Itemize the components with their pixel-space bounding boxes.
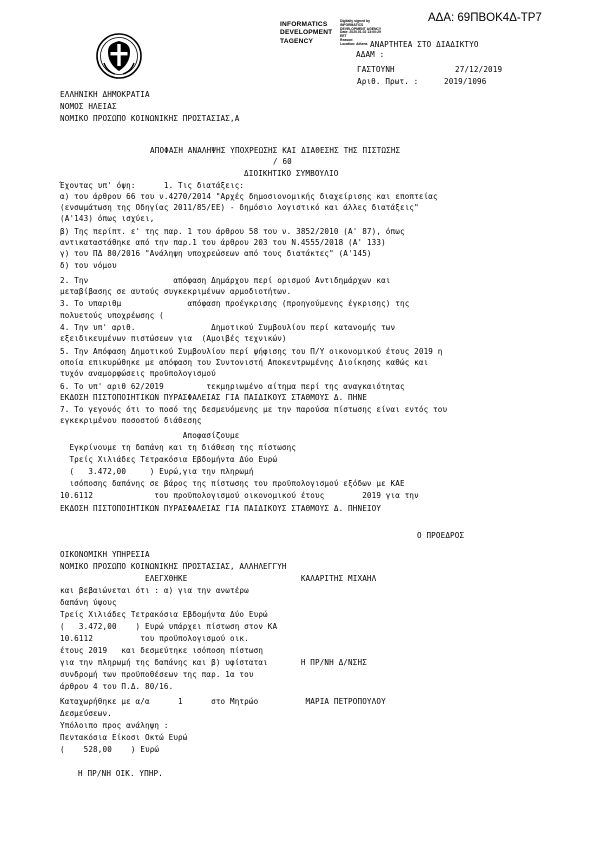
ada-code: ΑΔΑ: 69ΠΒΟΚ4Δ-ΤΡ7 [428, 12, 542, 24]
finance-line: δαπάνη ύψους [60, 598, 117, 607]
agency-line-3: TAGENCY [280, 38, 314, 45]
issuer-line: ΕΛΛΗΝΙΚΗ ΔΗΜΟΚΡΑΤΙΑ [60, 90, 150, 99]
body-line: β) Της περίπτ. ε' της παρ. 1 του άρθρου 58 του ν. 3852/2010 (Α' 87), όπως [60, 227, 405, 236]
body-line: τυχόν αναμορφώσεις προϋπολογισμού [60, 369, 216, 378]
body-line: 3. Το υπαριθμ απόφαση προέγκρισης (προηγούμενης έγκρισης) της [60, 299, 410, 308]
signature-detail: Digitally signed by [340, 19, 370, 23]
body-line: ισόποσης δαπάνης σε βάρος της πίστωσης του προϋπολογισμού εξόδων με ΚΑΕ [60, 479, 405, 488]
body-line: μεταβίβασης σε αυτούς συγκεκριμένων αρμοδιοτήτων. [60, 287, 292, 296]
body-line: Έχοντας υπ' όψη: 1. Τις διατάξεις: [60, 181, 245, 190]
finance-line: άρθρου 4 του Π.Δ. 80/16. [60, 682, 174, 691]
president-signature: Ο ΠΡΟΕΔΡΟΣ [417, 531, 465, 540]
body-line: οποία επικυρώθηκε με απόφαση του Συντονιστή Αποκεντρωμένης Διοίκησης καθώς και [60, 358, 429, 367]
finance-line: Υπόλοιπο προς ανάληψη : [60, 721, 169, 730]
adam-label: ΑΔΑΜ : [356, 50, 385, 59]
finance-line: και βεβαιώνεται ότι : α) για την ανωτέρω [60, 586, 249, 595]
decide-heading: Αποφασίζουμε [60, 431, 240, 440]
body-line: εγκεκριμένου ποσοστού διάθεσης [60, 416, 202, 425]
signature-detail: Date: 2020.01.02 13:00:29 [340, 30, 381, 35]
greek-republic-seal-icon [96, 33, 142, 79]
decision-title: ΑΠΟΦΑΣΗ ΑΝΑΛΗΨΗΣ ΥΠΟΧΡΕΩΣΗΣ ΚΑΙ ΔΙΑΘΕΣΗΣ ΤΗΣ ΠΙΣΤΩΣΗΣ [150, 146, 401, 155]
finance-line: συνδρομή των προϋποθέσεων της παρ. 1α του [60, 670, 254, 679]
board-heading: ΔΙΟΙΚΗΤΙΚΟ ΣΥΜΒΟΥΛΙΟ [244, 169, 339, 178]
body-line: Εγκρίνουμε τη δαπάνη και τη διάθεση της πίστωσης [60, 443, 297, 452]
body-line: 10.6112 του προϋπολογισμού οικονομικού έτους 2019 για την [60, 491, 419, 500]
body-line: 4. Την υπ' αριθ. Δημοτικού Συμβουλίου περί κατανομής των [60, 323, 396, 332]
body-line: (ενσωμάτωση της Οδηγίας 2011/85/ΕΕ) - δημόσιο λογιστικό και άλλες διατάξεις" [60, 203, 419, 212]
signature-detail: INFORMATICS [340, 22, 364, 27]
finance-line: Τρείς Χιλιάδες Τετρακόσια Εβδομήντα Δύο Ευρώ [60, 610, 268, 619]
body-line: 2. Την απόφαση Δημάρχου περί ορισμού Αντιδημάρχων και [60, 276, 391, 285]
signature-detail: DEVELOPMENT AGENCY [340, 26, 382, 31]
body-line: γ) του ΠΔ 80/2016 "Ανάληψη υποχρεώσεων από τους διατάκτες" (Α'145) [60, 249, 372, 258]
signature-detail: EET [340, 34, 347, 39]
finance-line: ( 3.472,00 ) Ευρώ υπάρχει πίστωση στον ΚΑ [60, 622, 278, 631]
body-line: ΕΚΔΟΣΗ ΠΙΣΤΟΠΟΙΗΤΙΚΩΝ ΠΥΡΑΣΦΑΛΕΙΑΣ ΓΙΑ ΠΑΙΔΙΚΟΥΣ ΣΤΑΘΜΟΥΣ Δ. ΠΗΝΕΙΟΥ [60, 504, 382, 513]
body-line: 5. Την Απόφαση Δημοτικού Συμβουλίου περί ψήφισης του Π/Υ οικονομικού έτους 2019 η [60, 347, 443, 356]
decision-number: / 60 [273, 157, 292, 166]
finance-head-signature: Η ΠΡ/ΝΗ ΟΙΚ. ΥΠΗΡ. [78, 769, 163, 778]
protocol-label: Αριθ. Πρωτ. : [357, 77, 419, 86]
finance-line: έτους 2019 και δεσμεύτηκε ισόποση πίστωση [60, 646, 264, 655]
issuer-line: ΝΟΜΟΣ ΗΛΕΙΑΣ [60, 102, 117, 111]
finance-line: ΟΙΚΟΝΟΜΙΚΗ ΥΠΗΡΕΣΙΑ [60, 550, 150, 559]
body-line: (Α'143) όπως ισχύει, [60, 214, 155, 223]
issuer-line: ΝΟΜΙΚΟ ΠΡΟΣΩΠΟ ΚΟΙΝΩΝΙΚΗΣ ΠΡΟΣΤΑΣΙΑΣ,Α [60, 114, 240, 123]
finance-line: για την πληρωμή της δαπάνης και β) υφίσταται Η ΠΡ/ΝΗ Δ/ΝΣΗΣ [60, 658, 367, 667]
protocol-number: 2019/1096 [444, 77, 487, 86]
body-line: 6. Το υπ' αριθ 62/2019 τεκμηριωμένο αίτημα περί της αναγκαιότητας [60, 382, 405, 391]
body-line: Τρείς Χιλιάδες Τετρακόσια Εβδομήντα Δύο Ευρώ [60, 455, 278, 464]
finance-line: ( 528,00 ) Ευρώ [60, 745, 160, 754]
body-line: αντικαταστάθηκε από την παρ.1 του άρθρου 203 του Ν.4555/2018 (Α' 133) [60, 238, 386, 247]
body-line: ( 3.472,00 ) Ευρώ,για την πληρωμή [60, 467, 254, 476]
finance-line: 10.6112 του προϋπολογισμού οικ. [60, 634, 249, 643]
body-line: εξειδικευμένων πιστώσεων για (Αμοιβές τεχνικών) [60, 334, 287, 343]
body-line: α) του άρθρου 66 του ν.4270/2014 "Αρχές δημοσιονομικής διαχείρισης και εποπτείας [60, 192, 438, 201]
body-line: ΕΚΔΟΣΗ ΠΙΣΤΟΠΟΙΗΤΙΚΩΝ ΠΥΡΑΣΦΑΛΕΙΑΣ ΓΙΑ ΠΑΙΔΙΚΟΥΣ ΣΤΑΘΜΟΥΣ Δ. ΠΗΝΕ [60, 393, 367, 402]
posted-online-label: ΑΝΑΡΤΗΤΕΑ ΣΤΟ ΔΙΑΔΙΚΤΥΟ [370, 40, 479, 49]
body-line: 7. Το γεγονός ότι το ποσό της δεσμευόμενης με την παρούσα πίστωσης είναι εντός του [60, 405, 448, 414]
signature-detail: Reason: [340, 37, 354, 42]
finance-line: Δεσμεύσεων. [60, 709, 112, 718]
agency-line-2: DEVELOPMENT [280, 29, 333, 36]
document-date: 27/12/2019 [455, 65, 503, 74]
body-line: πολυετούς υποχρέωσης ( [60, 311, 164, 320]
finance-line: Πεντακόσια Είκοσι Οκτώ Ευρώ [60, 733, 188, 742]
signature-detail: Location: Athens [340, 41, 368, 46]
finance-line: Καταχωρήθηκε με α/α 1 στο Μητρώο ΜΑΡΙΑ ΠΕΤΡΟΠΟΥΛΟΥ [60, 697, 386, 706]
city: ΓΑΣΤΟΥΝΗ [357, 65, 395, 74]
finance-line: ΕΛΕΓΧΘΗΚΕ ΚΑΛΑΡΙΤΗΣ ΜΙΧΑΗΛ [60, 574, 377, 583]
body-line: δ) του νόμου [60, 261, 117, 270]
finance-line: ΝΟΜΙΚΟ ΠΡΟΣΩΠΟ ΚΟΙΝΩΝΙΚΗΣ ΠΡΟΣΤΑΣΙΑΣ, ΑΛΛΗΛΕΓΓΥΗ [60, 562, 287, 571]
agency-line-1: INFORMATICS [280, 21, 328, 28]
